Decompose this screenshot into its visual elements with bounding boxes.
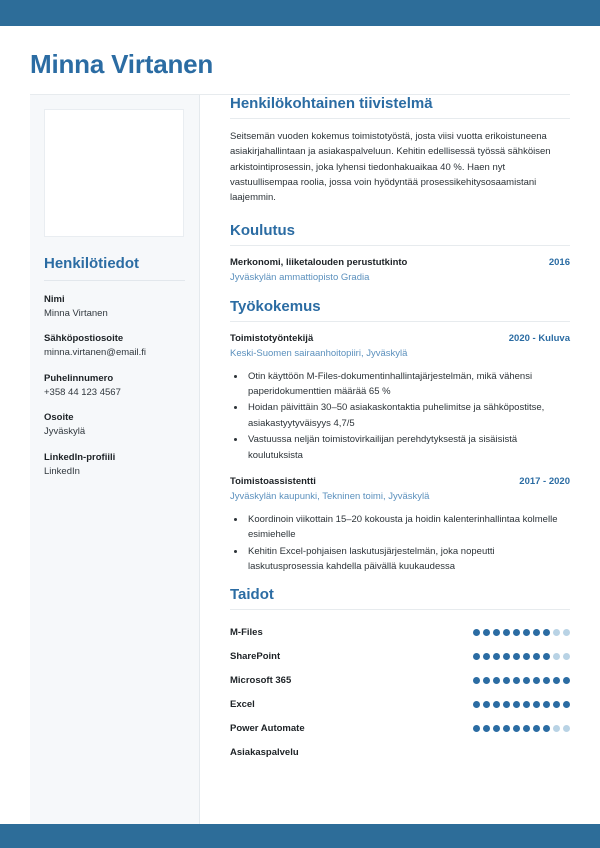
rating-dot-filled <box>563 677 570 684</box>
section-summary <box>230 95 570 206</box>
personal-detail-item <box>44 293 185 321</box>
rating-dot-filled <box>533 677 540 684</box>
body-columns <box>0 95 600 824</box>
rating-dot-filled <box>543 701 550 708</box>
rating-dot-filled <box>543 629 550 636</box>
name-header <box>0 26 600 95</box>
entry-bullet: • Koordinoin viikottain 15–20 kokousta ja hoidin kalenterinhallintaa kolmelle esimiehelle <box>246 512 570 543</box>
rating-dot-filled <box>493 725 500 732</box>
rating-dot-filled <box>533 653 540 660</box>
rating-dot-filled <box>503 653 510 660</box>
experience-entry-list <box>230 332 570 575</box>
personal-detail-label: LinkedIn-profiili <box>44 452 116 464</box>
entry-bullet-list <box>230 369 570 463</box>
rating-dot-filled <box>503 629 510 636</box>
sidebar-section-title-personal-details: Henkilötiedot <box>44 254 140 272</box>
skill-name: Power Automate <box>230 722 305 734</box>
rating-dot-empty <box>563 653 570 660</box>
entry-organization: Jyväskylän ammattiopisto Gradia <box>230 272 370 284</box>
section-divider <box>230 321 570 322</box>
entry-organization: Jyväskylän kaupunki, Tekninen toimi, Jyväskylä <box>230 491 430 503</box>
personal-details-list <box>44 293 185 479</box>
rating-dot-empty <box>563 629 570 636</box>
section-divider <box>230 245 570 246</box>
rating-dot-filled <box>523 677 530 684</box>
rating-dot-hidden <box>563 749 570 756</box>
entry-title: Toimistotyöntekijä <box>230 332 314 344</box>
rating-dot-filled <box>473 725 480 732</box>
skill-row <box>230 620 570 644</box>
rating-dot-filled <box>473 701 480 708</box>
rating-dot-filled <box>523 725 530 732</box>
entry-date: 2020 - Kuluva <box>508 332 570 344</box>
entry-title: Toimistoassistentti <box>230 475 316 487</box>
skill-name: Excel <box>230 698 255 710</box>
rating-dot-empty <box>553 653 560 660</box>
rating-dot-filled <box>513 701 520 708</box>
entry-title: Merkonomi, liiketalouden perustutkinto <box>230 256 408 268</box>
rating-dot-filled <box>523 653 530 660</box>
entry-header <box>230 332 570 346</box>
rating-dot-filled <box>523 701 530 708</box>
section-title-skills: Taidot <box>230 586 274 604</box>
rating-dot-filled <box>483 701 490 708</box>
rating-dot-filled <box>543 653 550 660</box>
rating-dot-empty <box>553 725 560 732</box>
rating-dot-empty <box>553 629 560 636</box>
rating-dot-hidden <box>473 749 480 756</box>
skill-name: SharePoint <box>230 650 281 662</box>
rating-dot-hidden <box>493 749 500 756</box>
entry-date: 2016 <box>548 256 570 268</box>
rating-dot-filled <box>473 653 480 660</box>
skill-rating-dots <box>473 629 570 636</box>
rating-dot-hidden <box>483 749 490 756</box>
top-accent-bar <box>0 0 600 26</box>
education-entry-list <box>230 256 570 286</box>
section-divider <box>230 118 570 119</box>
rating-dot-filled <box>553 677 560 684</box>
skill-rating-dots <box>473 725 570 732</box>
page-title: Minna Virtanen <box>30 49 214 79</box>
entry-header <box>230 475 570 489</box>
rating-dot-filled <box>513 725 520 732</box>
personal-detail-value: LinkedIn <box>44 465 80 477</box>
personal-detail-value: +358 44 123 4567 <box>44 386 121 398</box>
sidebar <box>30 95 200 824</box>
rating-dot-filled <box>533 725 540 732</box>
skill-row <box>230 668 570 692</box>
entry-date: 2017 - 2020 <box>519 475 570 487</box>
rating-dot-hidden <box>543 749 550 756</box>
rating-dot-filled <box>543 725 550 732</box>
entry-bullet: • Kehitin Excel-pohjaisen laskutusjärjestelmän, joka nopeutti laskutusprosessia kahdella päivällä kuukaudessa <box>246 544 570 575</box>
section-title-experience: Työkokemus <box>230 297 321 315</box>
skill-name: Asiakaspalvelu <box>230 746 299 758</box>
personal-detail-item <box>44 332 185 360</box>
section-title-summary: Henkilökohtainen tiivistelmä <box>230 94 433 112</box>
section-education <box>230 222 570 286</box>
personal-detail-value: Minna Virtanen <box>44 307 108 319</box>
section-divider <box>230 609 570 610</box>
entry-bullet: • Otin käyttöön M-Files-dokumentinhallintajärjestelmän, mikä vähensi paperidokumenttien määrää 65 % <box>246 369 570 400</box>
rating-dot-filled <box>493 629 500 636</box>
section-skills <box>230 586 570 764</box>
skill-name: Microsoft 365 <box>230 674 292 686</box>
personal-detail-item <box>44 451 185 479</box>
personal-detail-label: Puhelinnumero <box>44 372 114 384</box>
rating-dot-empty <box>563 725 570 732</box>
personal-detail-item <box>44 411 185 439</box>
rating-dot-filled <box>473 677 480 684</box>
entry-item <box>230 475 570 574</box>
rating-dot-filled <box>523 629 530 636</box>
skill-row <box>230 716 570 740</box>
skill-row <box>230 740 570 764</box>
rating-dot-filled <box>483 629 490 636</box>
rating-dot-filled <box>493 653 500 660</box>
rating-dot-filled <box>483 725 490 732</box>
skill-row <box>230 692 570 716</box>
personal-detail-label: Sähköpostiosoite <box>44 333 124 345</box>
personal-detail-value: minna.virtanen@email.fi <box>44 347 147 359</box>
entry-item <box>230 332 570 463</box>
rating-dot-filled <box>493 677 500 684</box>
rating-dot-filled <box>503 725 510 732</box>
skill-rating-dots <box>473 677 570 684</box>
section-experience <box>230 298 570 575</box>
rating-dot-filled <box>473 629 480 636</box>
rating-dot-hidden <box>533 749 540 756</box>
section-title-education: Koulutus <box>230 221 295 239</box>
rating-dot-filled <box>563 701 570 708</box>
rating-dot-filled <box>503 701 510 708</box>
rating-dot-filled <box>553 701 560 708</box>
skill-rating-dots <box>473 701 570 708</box>
photo-placeholder[interactable] <box>44 109 184 237</box>
rating-dot-hidden <box>523 749 530 756</box>
skill-name: M-Files <box>230 626 263 638</box>
rating-dot-filled <box>513 653 520 660</box>
skill-rating-dots <box>473 749 570 756</box>
rating-dot-filled <box>493 701 500 708</box>
main-content <box>200 95 600 824</box>
rating-dot-hidden <box>503 749 510 756</box>
rating-dot-filled <box>543 677 550 684</box>
sidebar-divider <box>44 280 185 281</box>
rating-dot-filled <box>533 701 540 708</box>
skill-rating-dots <box>473 653 570 660</box>
skill-row <box>230 644 570 668</box>
rating-dot-hidden <box>553 749 560 756</box>
rating-dot-filled <box>513 677 520 684</box>
rating-dot-filled <box>533 629 540 636</box>
rating-dot-filled <box>513 629 520 636</box>
rating-dot-hidden <box>513 749 520 756</box>
entry-organization: Keski-Suomen sairaanhoitopiiri, Jyväskylä <box>230 347 408 359</box>
entry-bullet: • Vastuussa neljän toimistovirkailijan perehdytyksestä ja sisäisistä koulutuksista <box>246 432 570 463</box>
entry-bullet-list <box>230 512 570 575</box>
personal-detail-label: Nimi <box>44 293 65 305</box>
rating-dot-filled <box>503 677 510 684</box>
personal-detail-value: Jyväskylä <box>44 426 86 438</box>
entry-item <box>230 256 570 286</box>
rating-dot-filled <box>483 677 490 684</box>
skills-list <box>230 620 570 764</box>
rating-dot-filled <box>483 653 490 660</box>
bottom-accent-bar <box>0 824 600 848</box>
entry-bullet: • Hoidan päivittäin 30–50 asiakaskontaktia puhelimitse ja sähköpostitse, asiakastyytyväisyys 4,7/5 <box>246 400 570 431</box>
personal-detail-label: Osoite <box>44 412 74 424</box>
summary-text: Seitsemän vuoden kokemus toimistotyöstä, josta viisi vuotta erikoistuneena asiakirjahallintaan ja asiakaspalveluun. Kehitin edellisessä työssä sähköisen arkistointiprosessin, joka lyhensi tiedonhakuaikaa 40 %. Haen nyt vastuullisempaa roolia, jossa voin hyödyntää prosessikehitysosaamistani laajemmin. <box>230 130 551 204</box>
entry-header <box>230 256 570 270</box>
personal-detail-item <box>44 372 185 400</box>
